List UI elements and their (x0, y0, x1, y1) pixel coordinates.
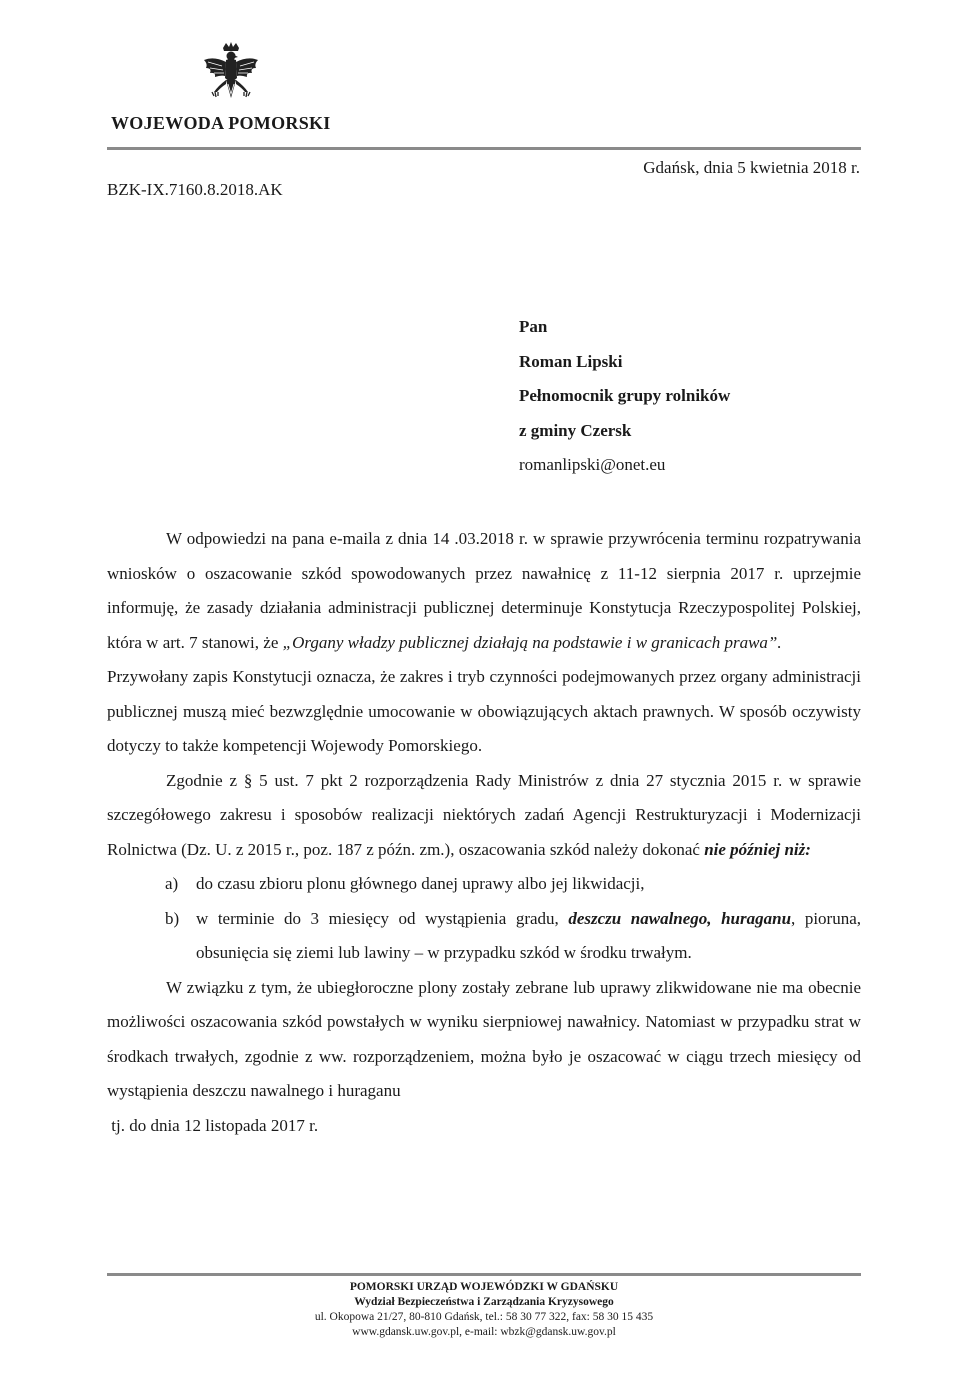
paragraph-4: W związku z tym, że ubiegłoroczne plony zostały zebrane lub uprawy zlikwidowane nie ma obecnie możliwości oszacowania szkód powstałych w wyniku sierpniowej nawałnicy. Natomiast w przypadku strat w środkach trwałych, zgodnie z ww. rozporządzeniem, można było je oszacować w ciągu trzech miesięcy od wystąpienia deszczu nawalnego i huraganu (107, 977, 861, 1100)
paragraph-3 (107, 764, 861, 868)
place-and-date: Gdańsk, dnia 5 kwietnia 2018 r. (643, 158, 860, 177)
paragraph-3-text: Zgodnie z § 5 ust. 7 pkt 2 rozporządzenia Rady Ministrów z dnia 27 stycznia 2015 r. w sprawie szczegółowego zakresu i sposobów realizacji niektórych zadań Agencji Restrukturyzacji i Modernizacji Rolnictwa (Dz. U. z 2015 r., poz. 187 z późn. zm.), oszacowania szkód należy dokonać (107, 770, 861, 859)
polish-eagle-emblem-icon (202, 42, 260, 106)
recipient-email: romanlipski@onet.eu (519, 455, 666, 474)
recipient-role: Pełnomocnik grupy rolników (519, 386, 731, 405)
recipient-salutation: Pan (519, 317, 548, 336)
list-item (107, 867, 861, 902)
paragraph-1-text: W odpowiedzi na pana e-maila z dnia 14 .03.2018 r. w sprawie przywrócenia terminu rozpatrywania wniosków o oszacowanie szkód spowodowanych przez nawałnicę z 11-12 sierpnia 2017 r. uprzejmie informuję, że zasady działania administracji publicznej determinuje Konstytucja Rzeczypospolitej Polskiej, która w art. 7 stanowi, że (107, 529, 861, 652)
recipient-name: Roman Lipski (519, 351, 623, 371)
footer-office-name: POMORSKI URZĄD WOJEWÓDZKI W GDAŃSKU (349, 1281, 619, 1293)
list-item-text-end: , pioruna, obsunięcia się ziemi lub lawiny – w przypadku szkód w środku trwałym. (196, 908, 862, 962)
list-marker: b) (165, 908, 180, 928)
footer-divider (107, 1273, 861, 1276)
footer-contact: www.gdansk.uw.gov.pl, e-mail: wbzk@gdansk.uw.gov.pl (352, 1326, 616, 1338)
deadline-emphasis: nie później niż: (704, 839, 811, 859)
list-item-emphasis: deszczu nawalnego, huraganu (568, 908, 792, 928)
office-title: WOJEWODA POMORSKI (111, 113, 331, 133)
recipient-location: z gminy Czersk (519, 420, 632, 440)
list-item (107, 902, 861, 971)
letter-body (107, 522, 861, 1143)
list-marker: a) (165, 874, 179, 893)
list-item-text: do czasu zbioru plonu głównego danej uprawy albo jej likwidacji, (196, 874, 645, 893)
footer-department: Wydział Bezpieczeństwa i Zarządzania Kryzysowego (354, 1296, 614, 1308)
deadline-list (107, 867, 861, 971)
footer (107, 1280, 861, 1340)
constitution-quote: „Organy władzy publicznej działają na podstawie i w granicach prawa”. (282, 632, 782, 652)
list-item-text: w terminie do 3 miesięcy od wystąpienia gradu, (196, 908, 569, 928)
paragraph-1 (107, 522, 861, 660)
footer-address: ul. Okopowa 21/27, 80-810 Gdańsk, tel.: 58 30 77 322, fax: 58 30 15 435 (314, 1311, 654, 1323)
reference-number: BZK-IX.7160.8.2018.AK (107, 180, 283, 199)
header-divider (107, 147, 861, 150)
recipient-block (519, 316, 730, 489)
paragraph-2: Przywołany zapis Konstytucji oznacza, że zakres i tryb czynności podejmowanych przez organy administracji publicznej muszą mieć bezwzględnie umocowanie w obowiązujących aktach prawnych. W sposób oczywisty dotyczy to także kompetencji Wojewody Pomorskiego. (107, 667, 861, 755)
paragraph-4-tail (107, 1109, 861, 1144)
paragraph-4-tail-text: tj. do dnia 12 listopada 2017 r. (111, 1115, 319, 1135)
